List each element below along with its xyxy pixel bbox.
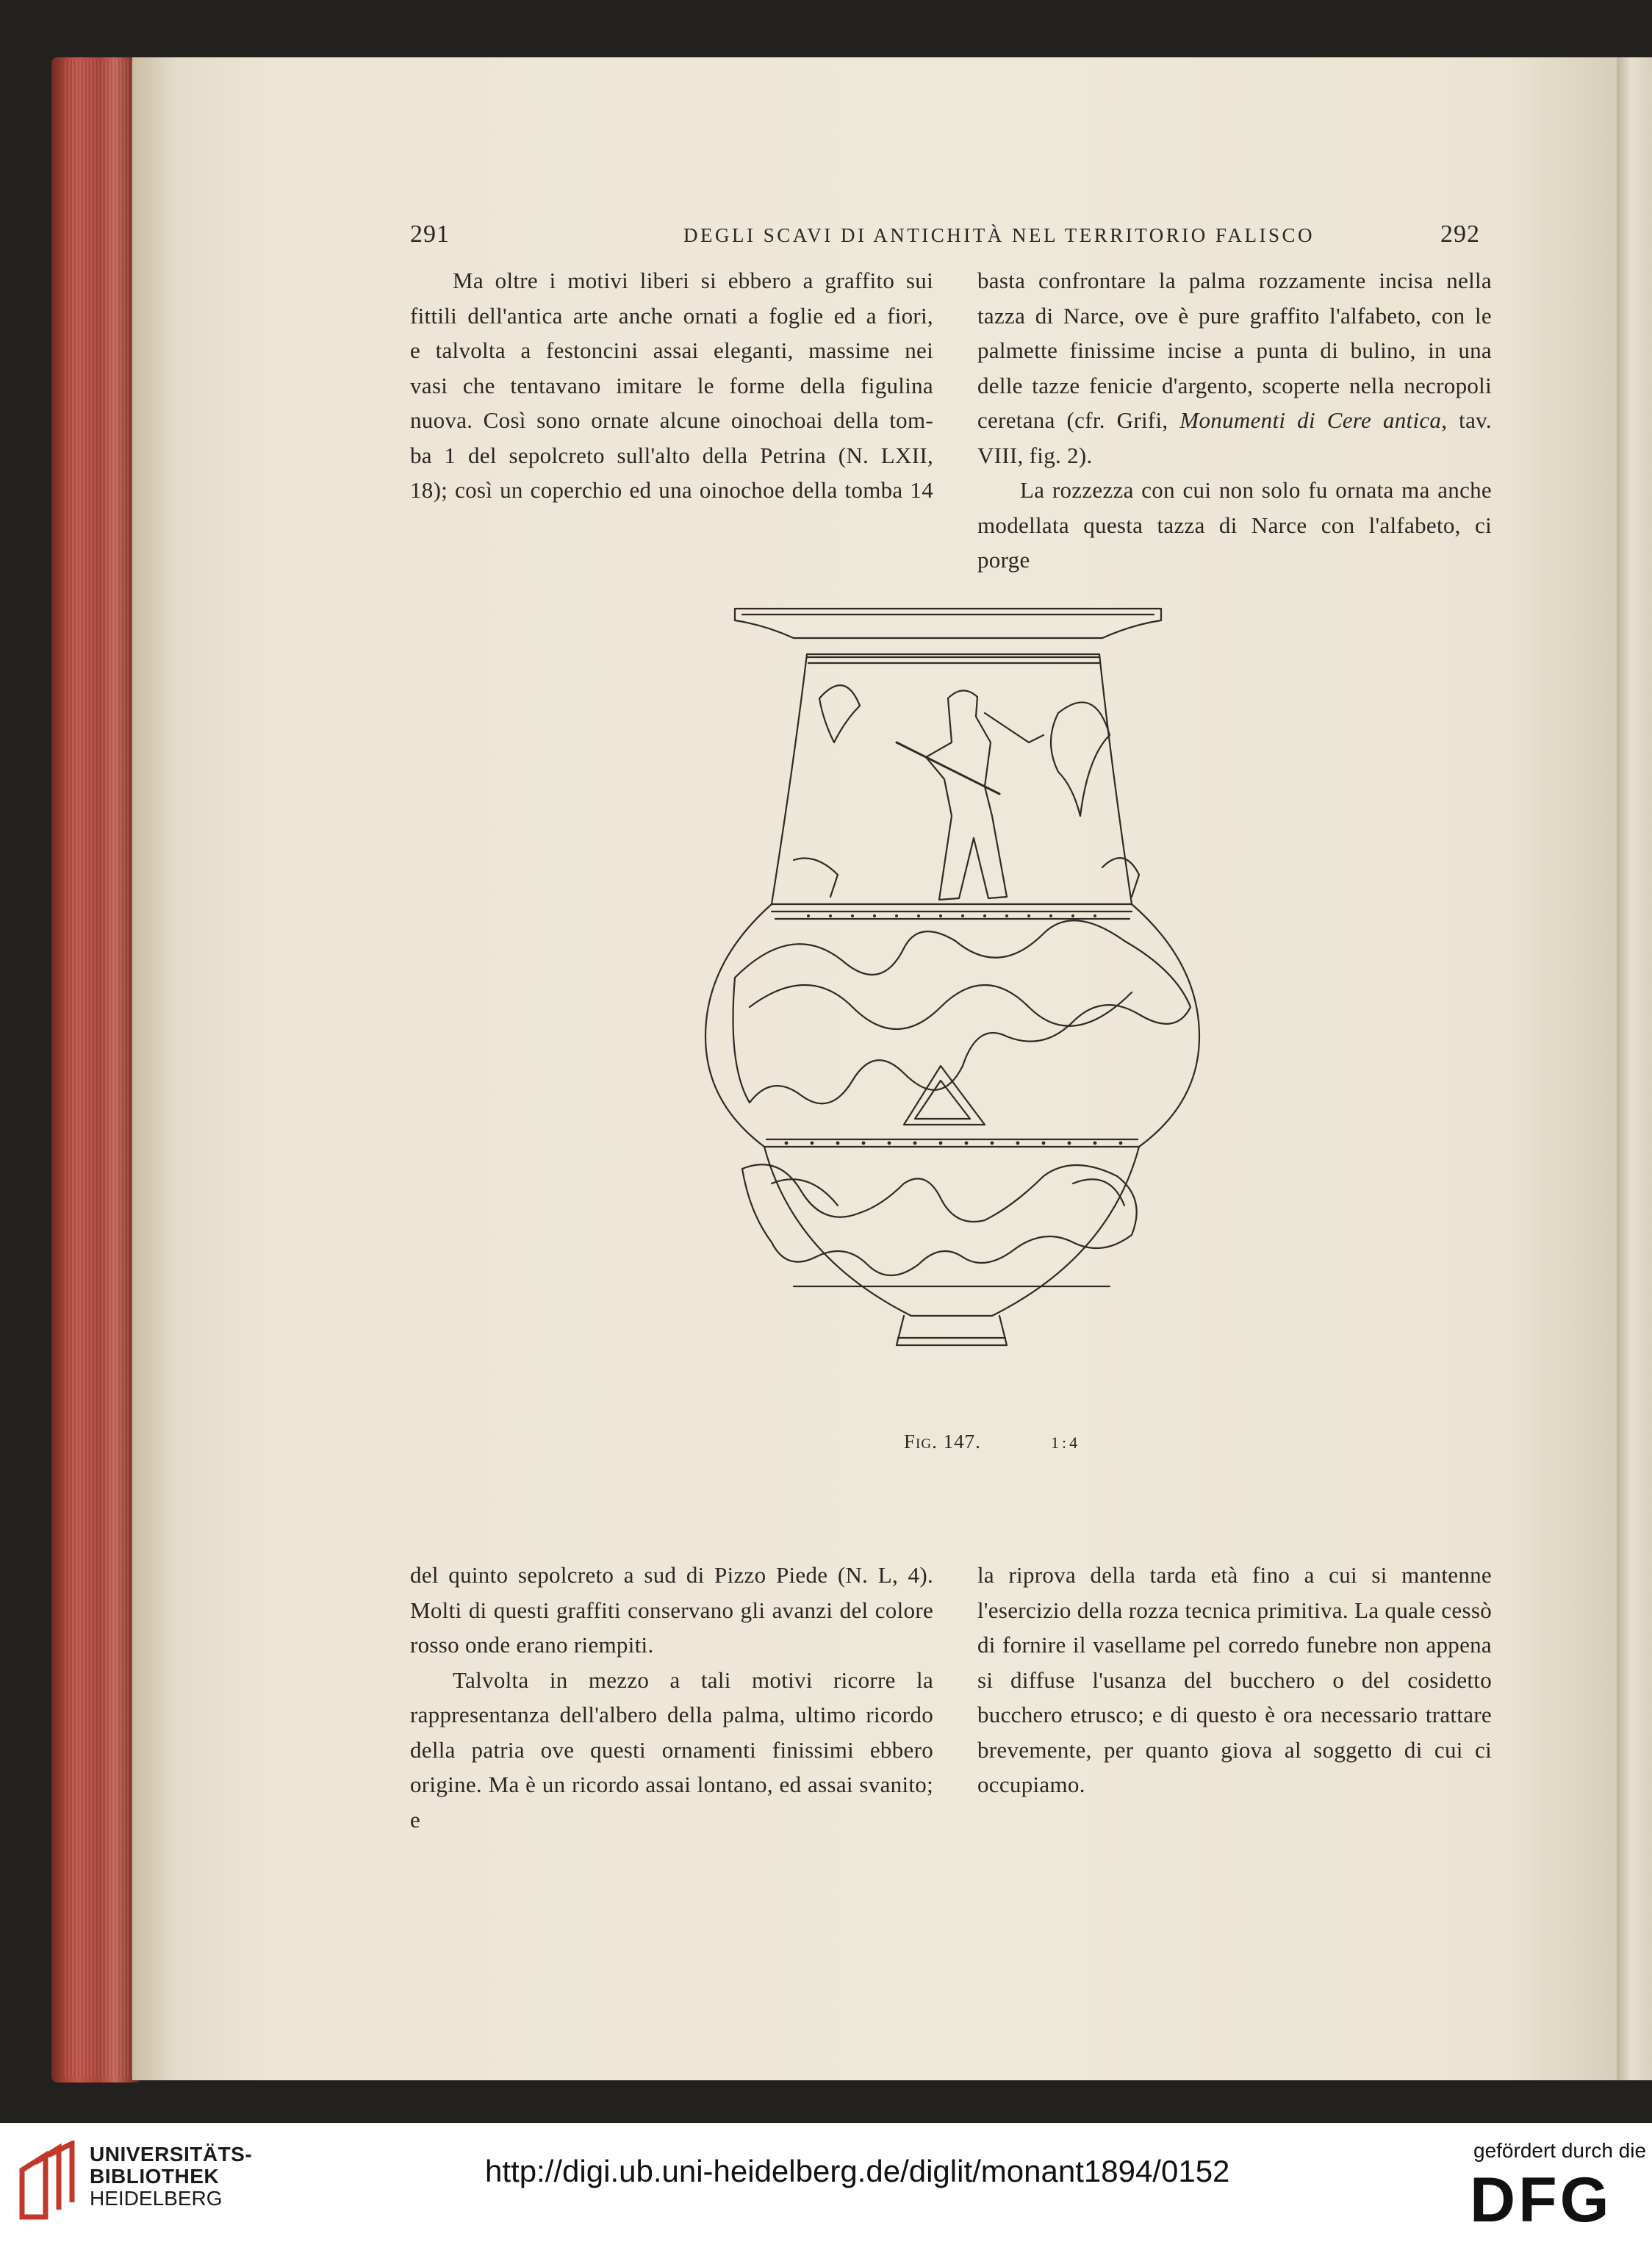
palm-left	[819, 685, 860, 742]
paragraph: La rozzezza con cui non solo fu ornata ma anche modellata questa tazza di Narce con l'alfabeto, ci porge	[977, 477, 1492, 573]
vase-rim	[735, 609, 1161, 638]
paragraph: la riprova della tarda età fino a cui si mantenne l'esercizio della rozza tecnica primitiva. La quale cessò di fornire il vasellame pel corredo funebre non appena si diffuse l'usanza del bucchero o del cosidetto bucchero etrusco; e di questo è ora necessario trattare brevemente, per quanto giova al soggetto di cui ci occupiamo.	[977, 1562, 1492, 1797]
text-line: 18); così un coperchio ed una oinochoe della tomba 14	[410, 477, 933, 503]
library-name-line: HEIDELBERG	[90, 2187, 223, 2210]
left-page-number: 291	[410, 221, 450, 248]
dfg-logo: DFG	[1470, 2165, 1612, 2235]
vase-foot	[897, 1316, 1007, 1345]
paragraph: del quinto sepolcreto a sud di Pizzo Piede (N. L, 4). Molti di questi graffiti conservano gli avanzi del colore rosso onde erano riempiti.	[410, 1562, 933, 1658]
animal-frieze	[733, 920, 1191, 1103]
palm-right	[1051, 702, 1110, 816]
library-name	[90, 2143, 252, 2210]
running-title: DEGLI SCAVI DI ANTICHITÀ NEL TERRITORIO FALISCO	[683, 224, 1315, 246]
vase-illustration	[661, 595, 1235, 1360]
text-line: nuova. Così sono ornate alcune oinochoai della tom-	[410, 407, 933, 433]
paragraph	[977, 263, 1492, 473]
paragraph-text: basta confrontare la palma rozzamente incisa nella tazza di Narce, ove è pure graffito l'alfabeto, con le palmette finissime incise a punta di bulino, in una delle tazze fenicie d'argento, scoperte nella necropoli ceretana (cfr. Grifi,	[977, 268, 1492, 433]
text-line: ba 1 del sepolcreto sull'alto della Petrina (N. LXII,	[410, 442, 933, 468]
figure-scale: 1:4	[1051, 1433, 1081, 1452]
text-line: Ma oltre i motivi liberi si ebbero a graffito sui	[453, 268, 933, 293]
text-line: vasi che tentavano imitare le forme della figulina	[410, 372, 933, 398]
right-page-edge	[1617, 57, 1652, 2080]
figure-caption-text: Fig. 147.	[904, 1430, 981, 1453]
text-line: fittili dell'antica arte anche ornati a foglie ed a fiori,	[410, 302, 933, 329]
funding-caption: gefördert durch die	[1473, 2139, 1647, 2162]
bottom-right-column	[977, 1558, 1492, 1802]
right-page-number: 292	[1440, 221, 1480, 248]
library-name-line: BIBLIOTHEK	[90, 2165, 220, 2188]
viewer-footer	[0, 2123, 1652, 2242]
book-page-edge-lines	[65, 60, 132, 2078]
permalink-url[interactable]: http://digi.ub.uni-heidelberg.de/diglit/monant1894/0152	[485, 2154, 1230, 2188]
italic-title: Monumenti di Cere antica	[1179, 407, 1442, 433]
warrior-figure	[926, 690, 1007, 900]
bottom-left-column	[410, 1558, 933, 1837]
library-logo-icon	[16, 2141, 79, 2223]
paragraph: Talvolta in mezzo a tali motivi ricorre la rappresentanza dell'albero della palma, ultimo ricordo della patria ove questi ornamenti finissimi ebbero origine. Ma è un ricordo assai lontano, ed assai svanito; e	[410, 1666, 933, 1833]
top-left-column	[410, 263, 933, 508]
paragraph-text: , tav. VIII, fig. 2).	[977, 407, 1492, 468]
library-name-line: UNIVERSITÄTS-	[90, 2143, 253, 2166]
text-line: e talvolta a festoncini assai eleganti, massime nei	[410, 337, 933, 363]
figure-caption	[904, 1430, 981, 1453]
top-right-column	[977, 263, 1492, 578]
